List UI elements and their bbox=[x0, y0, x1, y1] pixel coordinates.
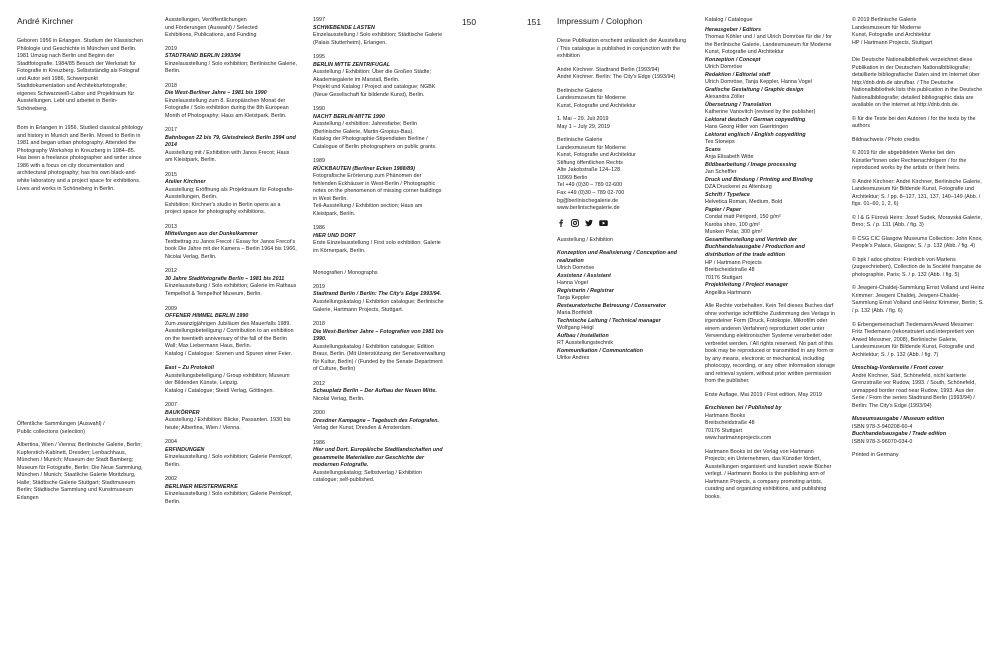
exhibitions-monographs-column bbox=[313, 17, 446, 492]
credit-label: Technische Leitung / Technical manager bbox=[557, 317, 661, 324]
entry-year: 2000 bbox=[313, 410, 325, 417]
catalogue-credit bbox=[705, 132, 835, 147]
credit-label: Lektorat englisch / English copyediting bbox=[705, 131, 806, 138]
exhibition-entry bbox=[313, 106, 446, 151]
exhibition-entry bbox=[165, 439, 297, 469]
credit-value: Angelika Hartmann bbox=[705, 289, 751, 296]
catalogue-credit bbox=[705, 27, 835, 57]
entry-year: 2019 bbox=[165, 45, 177, 52]
photo-credit: © Jewgeni-Chaldej-Sammlung Ernst Volland und Heinz Krimmer: Jewgeni Chaldej, Jewgeni-Chaldej-Sammlung Ernst Volland und Heinz Krimmer, Berlin; S. / p. 132 (Abb. / fig. 6) bbox=[852, 285, 985, 314]
exhibition-entry bbox=[313, 17, 446, 47]
credit-value: DZA Druckerei zu Altenburg bbox=[705, 184, 772, 191]
exhibition-entry bbox=[165, 306, 297, 359]
credit-value: RT Ausstellungstechnik bbox=[557, 340, 614, 347]
printed-in: Printed in Germany bbox=[852, 452, 899, 459]
isbn-museum-label: Museumsausgabe / Museum edition bbox=[852, 416, 945, 423]
exhibition-credits bbox=[557, 250, 687, 363]
entry-title: Mitteilungen aus der Dunkelkammer bbox=[165, 231, 258, 238]
exhibition-entry bbox=[165, 268, 297, 298]
publisher-address: Hartmann Books Breitscheidstraße 48 70176 Stuttgart www.hartmannprojects.com bbox=[705, 412, 772, 442]
exhibition-entry bbox=[313, 158, 446, 218]
exhibitions-column bbox=[165, 17, 297, 513]
entry-title: Die West-Berliner Jahre – Fotografien von 1981 bis 1990. bbox=[313, 328, 444, 343]
publisher-label: Erschienen bei / Published by bbox=[705, 405, 782, 412]
exhibition-entry bbox=[313, 225, 446, 255]
twitter-icon[interactable] bbox=[585, 219, 593, 227]
entry-text: Ausstellung; Eröffnung als Projektraum für Fotografie-Ausstellungen, Berlin. Exhibition; Kirchner's studio in Berlin opens as a project space for photography exhibitions. bbox=[165, 186, 295, 216]
credit-value: Thomas Köhler und / and Ulrich Domröse für die / for the Berlinische Galerie, Landesmuseum für Moderne Kunst, Fotografie und Architektur bbox=[705, 34, 832, 56]
entry-year: 2002 bbox=[165, 476, 177, 483]
catalogue-credit bbox=[705, 72, 835, 87]
entry-text: Fotografische Erörterung zum Phänomen der fehlenden Eckhäuser in West-Berlin / Photographic notes on the phenomenon of missing corner buildings in West Berlin. Teil-Ausstellung / Exhibition section; Haus am Kleistpark, Berlin. bbox=[313, 173, 442, 217]
entry-title: Stadtrand Berlin / Berlin: The City's Edge 1993/94. bbox=[313, 291, 442, 298]
entry-text: Einzelausstellung / Solo exhibition; Galerie im Rathaus Tempelhof & Tempelhof Museum, Berlin. bbox=[165, 283, 297, 297]
entry-title: STADTRAND BERLIN 1993/94 bbox=[165, 53, 241, 60]
credit-value: Ulrike Andres bbox=[557, 355, 590, 362]
entry-year: 1995 bbox=[313, 54, 325, 61]
entry-year: 2007 bbox=[165, 402, 177, 409]
page-number-right: 151 bbox=[527, 17, 541, 27]
credit-value: Katherine Vanovitch (revised by the publisher) bbox=[705, 109, 816, 116]
monograph-entry bbox=[313, 321, 446, 374]
catalogue-credits bbox=[705, 27, 835, 298]
exhibition-credit bbox=[557, 273, 687, 288]
exhibitions-heading: Ausstellungen, Veröffentlichungen und Förderungen (Auswahl) / Selected Exhibitions, Publications, and Funding bbox=[165, 17, 258, 39]
entry-year: 1986 bbox=[313, 439, 325, 446]
publisher-block bbox=[705, 405, 835, 443]
monograph-entry bbox=[313, 381, 446, 404]
entry-year: 2004 bbox=[165, 439, 177, 446]
photo-credit: © André Kirchner: André Kirchner, Berlinische Galerie, Landesmuseum für Bildende Kunst, Fotografie und Architektur; S. / pp. 8–127, 131, 137, 140–149 (Abb. / figs. 01–60, 1, 2, 6) bbox=[852, 178, 982, 208]
credit-label: Kommunikation / Communication bbox=[557, 347, 643, 354]
entry-text: Ausstellung / Exhibition: Über die Großen Städte; Akademiegalerie im Marstall, Berlin. Projekt und Katalog / Project and catalogue; NGBK (Neue Gesellschaft für bildende Kunst), Berlin. bbox=[313, 69, 436, 98]
exhibition-list-continued bbox=[313, 17, 446, 255]
credit-value: Jan Scheffler bbox=[705, 169, 737, 176]
front-cover-block bbox=[852, 365, 985, 410]
dnb-notice: Die Deutsche Nationalbibliothek verzeichnet diese Publikation in der Deutschen Nationalbibliografie; detaillierte bibliografische Daten sind im Internet über http://dnb.dnb.de abrufbar. / The Deutsche Nationalbibliothek lists this publication in the Deutsche Nationalbibliografie; detailed bibliographic data are available on the internet at http://dnb.dnb.de. bbox=[852, 57, 983, 109]
entry-title: Dresdner Kampagne – Tagebuch des Fotografen. bbox=[313, 417, 440, 424]
copyright-block: © 2019 Berlinische Galerie Landesmuseum für Moderne Kunst, Fotografie und Architektur HP / Hartmann Projects, Stuttgart bbox=[852, 17, 933, 46]
texts-copyright: © für die Texte bei den Autoren / for the texts by the authors bbox=[852, 115, 976, 130]
entry-title: NACHT BERLIN-MITTE 1990 bbox=[313, 113, 385, 120]
credit-value: Anja Elisabeth Witte bbox=[705, 154, 754, 161]
credit-label: Herausgeber / Editors bbox=[705, 26, 762, 33]
credit-value: Hanna Vogel bbox=[557, 280, 588, 287]
catalogue-credit bbox=[705, 282, 835, 297]
credit-value: Condat matt Périgord, 150 g/m² Karoba shiro, 100 g/m² Munken Polar, 300 g/m² bbox=[705, 214, 781, 236]
ausstellung-heading: Ausstellung / Exhibition bbox=[557, 236, 614, 243]
entry-text: Einzelausstellung zum 8. Europäischen Monat der Fotografie / Solo exhibition during the 8th European Month of Photography; Haus am Kleistpark, Berlin. bbox=[165, 97, 289, 119]
entry-title: BERLIN MITTE ZENTRIFUGAL bbox=[313, 61, 391, 68]
credit-value: Ulrich Domröse bbox=[705, 64, 743, 71]
credit-label: Schrift / Typeface bbox=[705, 191, 750, 198]
entry-year: 2013 bbox=[165, 223, 177, 230]
credit-label: Assistenz / Assistant bbox=[557, 272, 611, 279]
entry-title: 30 Jahre Stadtfotografie Berlin – 1981 bis 2011 bbox=[165, 275, 285, 282]
credit-label: Übersetzung / Translation bbox=[705, 101, 772, 108]
entry-title: Atelier Kirchner bbox=[165, 179, 206, 186]
isbn-trade-label: Buchhandelsausgabe / Trade edition bbox=[852, 431, 947, 438]
rights-notice: Alle Rechte vorbehalten. Kein Teil dieses Buches darf ohne vorherige schriftliche Zustimmung des Verlags in irgendeiner Form (Druck, Fotokopie, Mikrofilm oder einem anderen Verfahren) reproduziert oder unter Verwendung elektronischer Systeme verarbeitet oder verbreitet werden. / All rights reserved. No part of this book may be reproduced or transmitted in any form or by any means, electronic or mechanical, including photocopy, recording, or any other information storage and retrieval system, without prior written permission from the publisher. bbox=[705, 303, 835, 385]
credit-value: Wolfgang Heigl bbox=[557, 325, 594, 332]
credit-label: Gesamtherstellung und Vertrieb der Buchhandelsausgabe / Production and distribution of the trade edition bbox=[705, 236, 805, 258]
exhibition-dates: 1. Mai – 29. Juli 2019 May 1 – July 29, 2019 bbox=[557, 116, 610, 130]
photo-credit: © bpk / adoc-photos: Friedrich von Martens (zugeschrieben), Collection de la Société française de photographie, Paris; S. / p. 132 (Abb. / fig. 5) bbox=[852, 256, 982, 278]
public-collections-text: Albertina, Wien / Vienna; Berlinische Galerie, Berlin; Kupferstich-Kabinett, Dresden; Lenbachhaus, München / Munich; Museum der Stadt Bamberg; Museum für Fotografie, Berlin; Die Neue Sammlung, München / Munich; Staatliche Galerie Moritzburg, Halle; Städtische Galerie Stuttgart; Stadtmuseum Berlin; Städtische Sammlung und Kunstmuseum Erlangen bbox=[17, 442, 143, 501]
entry-text: Ausstellungskatalog / Exhibition catalogue; Berlinische Galerie, Hartmann Projects, Stuttgart. bbox=[313, 298, 444, 313]
photo-credit: © Erbengemeinschaft Tiedemann/Arwed Messmer: Fritz Tiedemann (rekonstruiert und interpretiert von Arwed Messmer, 2008), Berlinische Galerie, Landesmuseum für Bildende Kunst, Fotografie und Architektur; S. / p. 132 (Abb. / fig. 7) bbox=[852, 321, 975, 358]
social-links bbox=[557, 219, 687, 227]
photo-credits-heading: Bildnachweis / Photo credits bbox=[852, 136, 920, 143]
entry-title: RÜCKBAUTEN (Berliner Ecken 1988/89) bbox=[313, 165, 415, 172]
entry-title: Schauplatz Berlin – Der Aufbau der Neuen Mitte. bbox=[313, 388, 437, 395]
youtube-icon[interactable] bbox=[599, 219, 607, 227]
front-cover-text: André Kirchner, Süd, Schönefeld, nicht kartierte Grenzstraße vor Rudow, 1993. / South, Schönefeld, unmapped border road near Rudow, 1993. Aus der Serie / From the series Stadtrand Berlin (1993/94) / Berlin: The City's Edge (1993/94) bbox=[852, 372, 976, 409]
entry-title: OFFENER HIMMEL BERLIN 1990 bbox=[165, 313, 249, 320]
entry-text: Einzelausstellung / Solo exhibition; Berlinische Galerie, Berlin. bbox=[165, 60, 297, 75]
photo-credits-list bbox=[852, 150, 985, 359]
edition-note: Erste Auflage, Mai 2019 / First edition, May 2019 bbox=[705, 391, 822, 398]
isbn-museum: ISBN 978-3-940208-60-4 bbox=[852, 423, 913, 430]
credit-label: Redaktion / Editorial staff bbox=[705, 71, 771, 78]
public-collections-heading: Öffentliche Sammlungen (Auswahl) / Public collections (selection) bbox=[17, 421, 105, 435]
exhibition-credit bbox=[557, 333, 687, 348]
credit-label: Bildbearbeitung / Image processing bbox=[705, 161, 797, 168]
catalogue-heading: Katalog / Catalogue bbox=[705, 17, 753, 23]
exhibition-credit bbox=[557, 318, 687, 333]
exhibition-credit bbox=[557, 250, 687, 273]
credit-value: Ulrich Domröse, Tanja Keppler, Hanna Vogel bbox=[705, 79, 812, 86]
monograph-list bbox=[313, 284, 446, 485]
entry-text: Erste Einzelausstellung / First solo exhibition; Galerie im Körnerpark, Berlin. bbox=[313, 240, 441, 254]
front-cover-label: Umschlag-Vorderseite / Front cover bbox=[852, 365, 944, 372]
exhibition-credit bbox=[557, 348, 687, 363]
entry-title: BAUKÖRPER bbox=[165, 409, 200, 416]
catalogue-credit bbox=[705, 177, 835, 192]
venue: Berlinische Galerie Landesmuseum für Moderne Kunst, Fotografie und Architektur bbox=[557, 87, 636, 109]
entry-text: Einzelausstellung / Solo exhibition; Galerie Pernkopf, Berlin. bbox=[165, 491, 293, 505]
catalogue-credit bbox=[705, 87, 835, 102]
entry-text: Nicolai Verlag, Berlin. bbox=[313, 395, 365, 402]
credit-value: Maria Bortfeldt bbox=[557, 310, 593, 317]
entry-title: Bahnbogen 22 bis 79, Gleisdreieck Berlin 1994 und 2014 bbox=[165, 134, 296, 149]
catalogue-credit bbox=[705, 237, 835, 282]
credit-label: Grafische Gestaltung / Graphic design bbox=[705, 86, 804, 93]
credit-label: Restauratorische Betreuung / Conservator bbox=[557, 302, 666, 309]
entry-year: 1986 bbox=[313, 225, 325, 232]
artist-name-heading: André Kirchner bbox=[17, 16, 74, 26]
entry-title: BERLINER MEISTERWERKE bbox=[165, 483, 238, 490]
entry-year: 2009 bbox=[165, 305, 177, 312]
credit-value: Helvetica Roman, Medium, Bold bbox=[705, 199, 783, 206]
credit-label: Konzeption / Concept bbox=[705, 56, 761, 63]
entry-title: SCHWEBENDE LASTEN bbox=[313, 24, 375, 31]
publisher-about: Hartmann Books ist der Verlag von Hartmann Projects; ein Unternehmen, das Künstler fördert, Ausstellungen organisiert und kuratiert sowie Bücher verlegt. / Hartmann Books is the publishing arm of Hartmann Projects, a company promoting artists, curating and organizing exhibitions, and publishing books. bbox=[705, 448, 832, 500]
exhibition-entry bbox=[165, 172, 297, 217]
catalogue-credit bbox=[705, 207, 835, 237]
entry-text: Zum zwanzigjährigen Jubiläum des Mauerfalls 1989. Ausstellungsbeteiligung / Contribution to an exhibition on the twentieth anniversary of the fall of the Berlin Wall; Max Liebermann Haus, Berlin. Katalog / Catalogue: Szenen und Spuren einer Feier. bbox=[165, 320, 294, 357]
exhibition-list bbox=[165, 46, 297, 507]
entry-text: Ausstellungsbeteiligung / Group exhibition; Museum der Bildenden Künste, Leipzig. Katalog / Catalogue; Steidl Verlag, Göttingen. bbox=[165, 372, 290, 394]
exhibition-entry bbox=[165, 402, 297, 432]
credit-label: Projektleitung / Project manager bbox=[705, 282, 788, 289]
catalogue-credit bbox=[705, 102, 835, 117]
exhibition-entry bbox=[313, 54, 446, 99]
entry-year: 1989 bbox=[313, 158, 325, 165]
monograph-entry bbox=[313, 284, 446, 314]
credit-label: Konzeption und Realisierung / Conception and realization bbox=[557, 250, 678, 264]
bio-german: Geboren 1956 in Erlangen. Studium der Klassischen Philologie und Geschichte in München und Berlin. 1981 Umzug nach Berlin und Beginn der Stadtfotografie. 1984/85 Besuch der Werkstatt für Fotografie in Kreuzberg. Selbstständig als Fotograf und Autor seit 1986, Schwerpunkt Stadtdokumentation und Architekturfotografie; eigenes Schwarzweiß-Labor und Projektraum für Ausstellungen. Lebt und arbeitet in Berlin-Schöneberg. bbox=[17, 38, 143, 112]
isbn-block bbox=[852, 416, 985, 446]
impressum-column bbox=[557, 17, 687, 363]
entry-text: Ausstellungskatalog; Selbstverlag / Exhibition catalogue; self-published. bbox=[313, 469, 423, 484]
entry-year: 2015 bbox=[165, 171, 177, 178]
exhibition-entry bbox=[165, 83, 297, 121]
entry-year: 2017 bbox=[165, 127, 177, 134]
entry-text: Verlag der Kunst, Dresden & Amsterdam. bbox=[313, 425, 412, 432]
facebook-icon[interactable] bbox=[557, 219, 565, 227]
credit-label: Registrarin / Registrar bbox=[557, 287, 614, 294]
photo-credit: © I & G Fürová Heirs: Josef Sudek, Moravská Galerie, Brno; S. / p. 131 (Abb. / fig. 3) bbox=[852, 214, 983, 229]
exhibition-credit bbox=[557, 288, 687, 303]
monographs-heading: Monografien / Monographs bbox=[313, 270, 378, 277]
entry-year: 2018 bbox=[165, 82, 177, 89]
exhibition-credit bbox=[557, 303, 687, 318]
entry-title: ERFINDUNGEN bbox=[165, 446, 205, 453]
credit-value: Tes Stoneps bbox=[705, 139, 735, 146]
instagram-icon[interactable] bbox=[571, 219, 579, 227]
catalogue-column bbox=[705, 17, 835, 507]
exhibition-titles: André Kirchner. Stadtrand Berlin (1993/94) André Kirchner. Berlin: The City's Edge (1993/94) bbox=[557, 66, 676, 81]
credit-value: Tanja Keppler bbox=[557, 295, 591, 302]
entry-year: 2019 bbox=[313, 283, 325, 290]
credit-label: Druck und Bindung / Printing and Binding bbox=[705, 176, 813, 183]
entry-year: 1990 bbox=[313, 106, 325, 113]
entry-title: HIER UND DORT bbox=[313, 232, 356, 239]
bio-column bbox=[17, 17, 145, 508]
impressum-heading: Impressum / Colophon bbox=[557, 16, 643, 26]
rights-column bbox=[852, 17, 985, 466]
credit-label: Aufbau / Installation bbox=[557, 332, 609, 339]
impressum-intro: Diese Publikation erscheint anlässlich der Ausstellung / This catalogue is published in conjunction with the exhibition bbox=[557, 38, 687, 60]
catalogue-credit bbox=[705, 147, 835, 162]
exhibition-entry bbox=[165, 127, 297, 165]
entry-text: Ausstellungskatalog / Exhibition catalogue; Edition Braus, Berlin. (Mit Unterstützung der Senatsverwaltung für Kultur, Berlin) / (Funded by the Senate Department of Culture, Berlin) bbox=[313, 343, 446, 373]
monograph-entry bbox=[313, 440, 446, 485]
credit-label: Lektorat deutsch / German copyediting bbox=[705, 116, 806, 123]
exhibition-entry bbox=[165, 365, 297, 395]
credit-value: HP / Hartmann Projects Breitscheidstraße 48 70176 Stuttgart bbox=[705, 259, 762, 281]
entry-text: Textbeitrag zu Janos Frecot / Essay for Janos Frecot's book Die Jahre mit der Kamera – Berlin 1964 bis 1966, Nicolai Verlag, Berlin. bbox=[165, 238, 297, 260]
catalogue-credit bbox=[705, 162, 835, 177]
credit-value: Hans Georg Hiller von Gaertringen bbox=[705, 124, 789, 131]
photo-credit: © CSG CIC Glasgow Museums Collection: John Knox, People's Palace, Glasgow; S. / p. 132 (Abb. / fig. 4) bbox=[852, 235, 983, 250]
exhibition-entry bbox=[165, 224, 297, 262]
monograph-entry bbox=[313, 410, 446, 433]
entry-title: East – Zu Protokoll bbox=[165, 365, 214, 372]
entry-title: Hier und Dort. Europäische Stadtlandschaften und gesammelte Materialien zur Geschichte der modernen Fotografie. bbox=[313, 447, 443, 469]
credit-value: Alexandra Zöller bbox=[705, 94, 745, 101]
isbn-trade: ISBN 978-3-96070-034-0 bbox=[852, 438, 913, 445]
entry-title: Die West-Berliner Jahre – 1981 bis 1990 bbox=[165, 90, 267, 97]
credit-label: Scans bbox=[705, 146, 721, 153]
entry-text: Einzelausstellung / Solo exhibition; Städtische Galerie (Palais Stutterheim), Erlangen. bbox=[313, 32, 443, 46]
exhibition-entry bbox=[165, 476, 297, 506]
entry-text: Ausstellung / exhibition: Jahresfarbe; Berlin (Berlinische Galerie, Martin-Gropius-Bau). Katalog der Photographie-Stipendiaten Berline / Catalogue of Berlin photographers on public grants. bbox=[313, 121, 437, 150]
entry-text: Einzelausstellung / Solo exhibition; Galerie Pernkopf, Berlin. bbox=[165, 454, 293, 468]
page-number-left: 150 bbox=[462, 17, 476, 27]
entry-text: Ausstellung / Exhibition: Blicke, Passanten. 1930 bis heute; Albertina, Wien / Vienna. bbox=[165, 417, 291, 431]
entry-year: 2018 bbox=[313, 321, 325, 328]
credit-label: Papier / Paper bbox=[705, 206, 742, 213]
entry-year: 2012 bbox=[165, 268, 177, 275]
catalogue-credit bbox=[705, 57, 835, 72]
catalogue-credit bbox=[705, 192, 835, 207]
museum-address: Berlinische Galerie Landesmuseum für Moderne Kunst, Fotografie und Architektur Stiftung öffentlichen Rechts Alte Jakobstraße 124–128 10969 Berlin Tel +49 (0)30 – 789 02-600 Fax +49 (0)30 – 789 02-700 bg@berlinischegalerie.de www.berlinischegalerie.de bbox=[557, 137, 636, 212]
entry-year: 2012 bbox=[313, 380, 325, 387]
exhibition-entry bbox=[165, 46, 297, 76]
entry-text: Ausstellung mit / Exhibition with Janos Frecot; Haus am Kleistpark, Berlin. bbox=[165, 149, 290, 164]
entry-year: 1997 bbox=[313, 17, 325, 23]
bio-english: Born in Erlangen in 1956. Studied classical philology and history in Munich and Berlin. Moved to Berlin in 1981 and began urban photography. Attended the Photography Workshop in Kreuzberg in 1984–85. Has been a freelance photographer and writer since 1986 with a focus on city documentation and architectural photography; has his own black-and-white laboratory and a project space for exhibitions. Lives and works in Schöneberg in Berlin. bbox=[17, 125, 143, 192]
photo-credit: © 2019 für die abgebildeten Werke bei den Künstler*innen oder Rechtenachfolgern / for the reproduced works by the artists or their heirs. bbox=[852, 150, 967, 172]
catalogue-credit bbox=[705, 117, 835, 132]
credit-value: Ulrich Domröse bbox=[557, 265, 595, 272]
